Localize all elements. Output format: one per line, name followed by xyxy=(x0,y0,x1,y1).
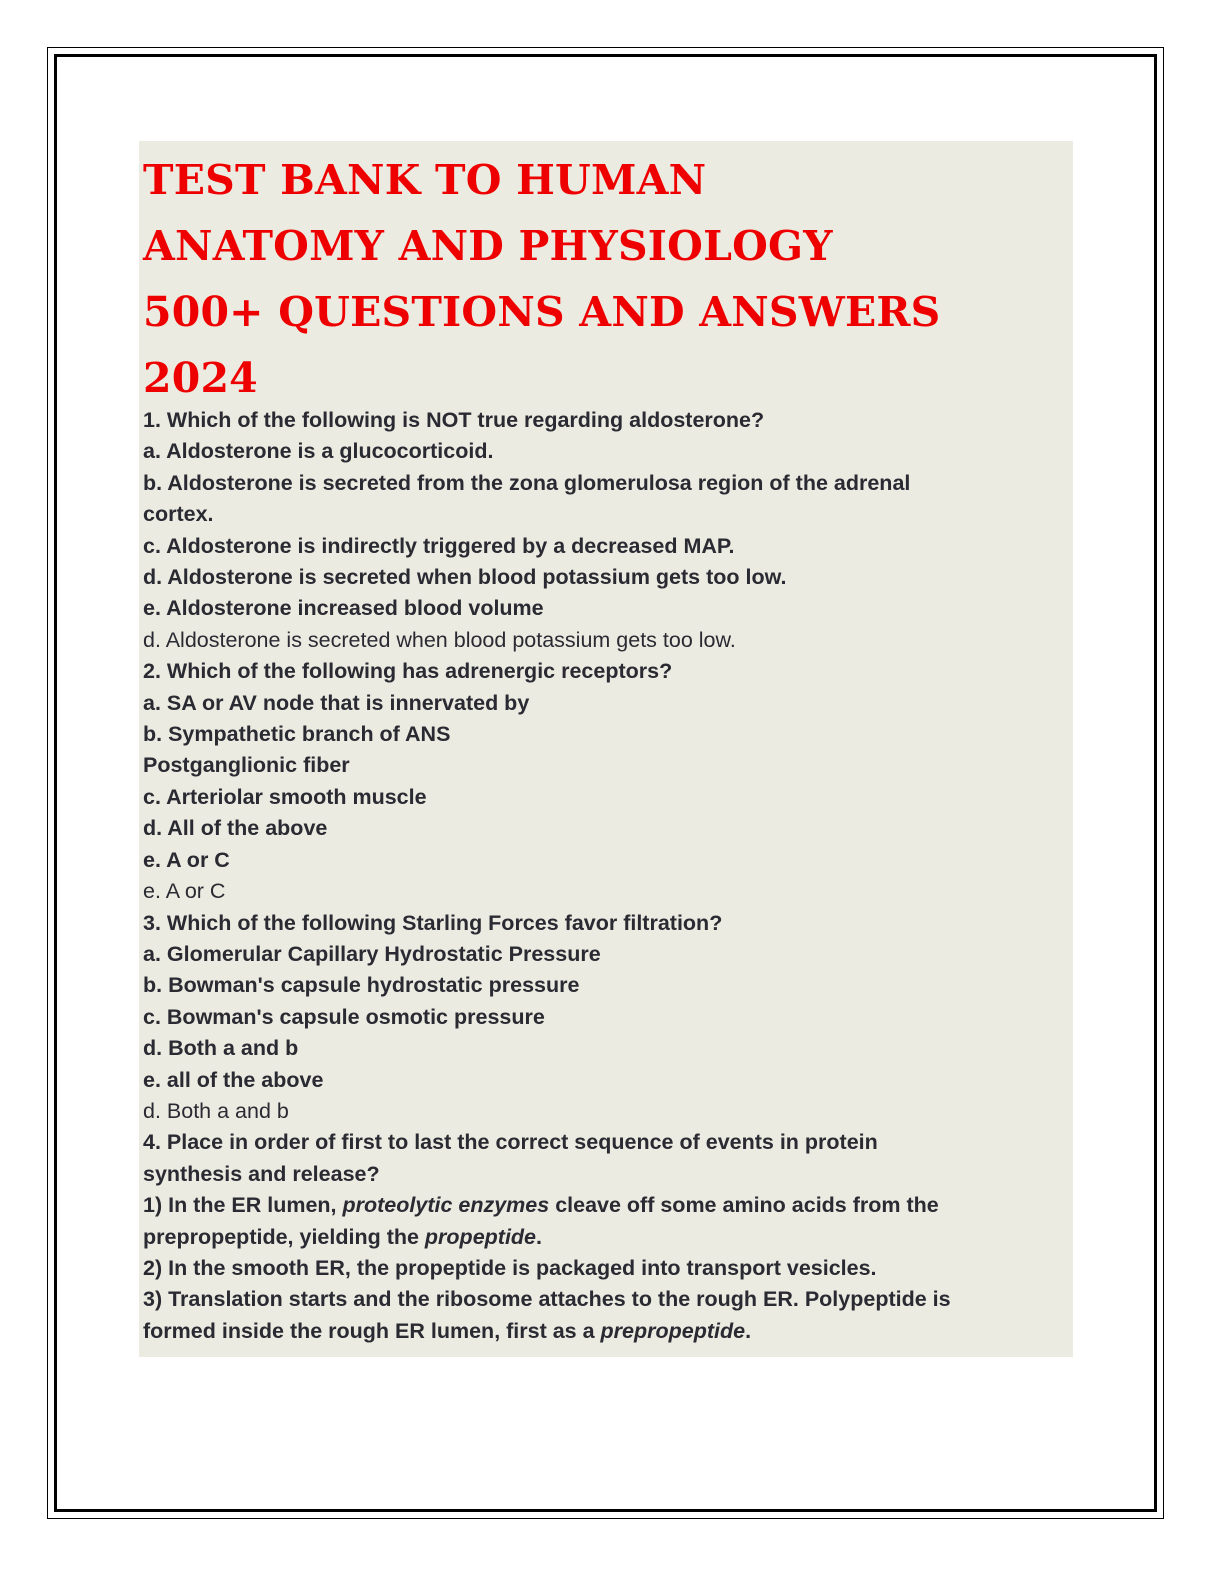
q4-step-1-cont xyxy=(143,1222,1073,1253)
q2-option-a: a. SA or AV node that is innervated by xyxy=(143,690,530,715)
q2-option-b-cont: Postganglionic fiber xyxy=(143,753,350,778)
q1-option-a: a. Aldosterone is a glucocorticoid. xyxy=(143,439,494,464)
q2-question: 2. Which of the following has adrenergic receptors? xyxy=(143,659,673,684)
q4-step-3-cont-post: . xyxy=(745,1318,752,1343)
q2-option-e: e. A or C xyxy=(143,847,230,872)
q2-option-b: b. Sympathetic branch of ANS xyxy=(143,722,451,747)
q3-option-c: c. Bowman's capsule osmotic pressure xyxy=(143,1004,545,1029)
title-line-2: ANATOMY AND PHYSIOLOGY xyxy=(143,222,833,270)
title-line-3: 500+ QUESTIONS AND ANSWERS xyxy=(143,288,941,336)
document-title xyxy=(143,141,1073,411)
q3-option-e: e. all of the above xyxy=(143,1067,324,1092)
q4-step-3: 3) Translation starts and the ribosome attaches to the rough ER. Polypeptide is xyxy=(143,1287,951,1312)
q4-step-2: 2) In the smooth ER, the propeptide is packaged into transport vesicles. xyxy=(143,1255,877,1280)
q4-step-3-cont-emphasis: prepropeptide xyxy=(600,1318,746,1343)
q2-option-d: d. All of the above xyxy=(143,816,328,841)
q1-option-d: d. Aldosterone is secreted when blood potassium gets too low. xyxy=(143,565,787,590)
q2-option-c: c. Arteriolar smooth muscle xyxy=(143,784,427,809)
title-line-4: 2024 xyxy=(143,354,258,402)
q4-step-1-emphasis: proteolytic enzymes xyxy=(342,1193,550,1218)
q2-answer: e. A or C xyxy=(143,879,226,904)
q1-question: 1. Which of the following is NOT true regarding aldosterone? xyxy=(143,408,765,432)
q3-question: 3. Which of the following Starling Forces favor filtration? xyxy=(143,910,723,935)
q4-step-1-cont-post: . xyxy=(536,1224,542,1249)
q4-step-3-cont xyxy=(143,1316,1073,1347)
q3-option-b: b. Bowman's capsule hydrostatic pressure xyxy=(143,973,580,998)
title-line-1: TEST BANK TO HUMAN xyxy=(143,156,707,204)
q3-option-d: d. Both a and b xyxy=(143,1036,299,1061)
q1-option-e: e. Aldosterone increased blood volume xyxy=(143,596,544,621)
q1-option-b-cont: cortex. xyxy=(143,502,214,527)
q4-step-1-cont-pre: prepropeptide, yielding the xyxy=(143,1224,425,1249)
q3-answer: d. Both a and b xyxy=(143,1098,289,1123)
q4-step-3-cont-pre: formed inside the rough ER lumen, first as a xyxy=(143,1318,601,1343)
q1-answer: d. Aldosterone is secreted when blood potassium gets too low. xyxy=(143,627,736,652)
q3-option-a: a. Glomerular Capillary Hydrostatic Pressure xyxy=(143,941,601,966)
q1-option-c: c. Aldosterone is indirectly triggered by a decreased MAP. xyxy=(143,533,735,558)
q4-step-1 xyxy=(143,1190,1073,1221)
document-content xyxy=(139,141,1073,1357)
question-list xyxy=(143,405,1073,1347)
q4-question: 4. Place in order of first to last the correct sequence of events in protein xyxy=(143,1130,878,1155)
q4-step-1-post: cleave off some amino acids from the xyxy=(549,1193,939,1218)
q4-step-1-pre: 1) In the ER lumen, xyxy=(143,1193,343,1218)
q1-option-b: b. Aldosterone is secreted from the zona glomerulosa region of the adrenal xyxy=(143,470,911,495)
q4-question-cont: synthesis and release? xyxy=(143,1161,380,1186)
q4-step-1-cont-emphasis: propeptide xyxy=(424,1224,537,1249)
